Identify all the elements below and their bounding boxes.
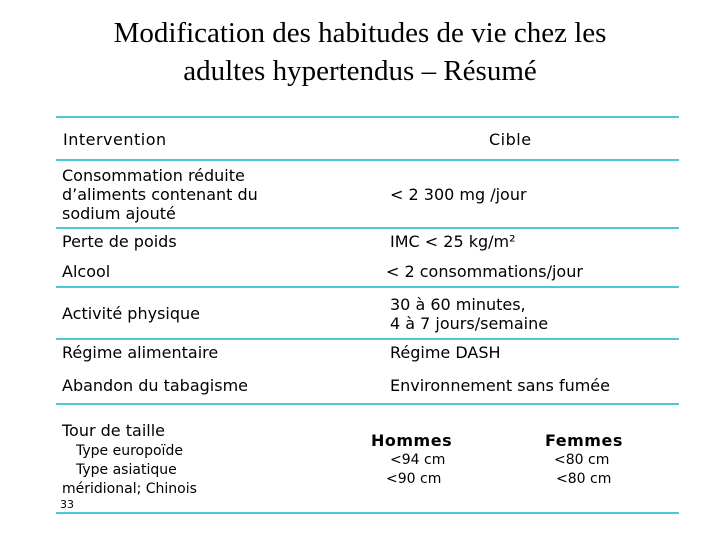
row-intervention: Activité physique [62, 304, 200, 323]
row-intervention-line: sodium ajouté [62, 204, 176, 223]
row-target: Environnement sans fumée [390, 376, 610, 395]
waist-type: méridional; Chinois [62, 481, 197, 497]
column-header-intervention: Intervention [63, 130, 167, 149]
row-target: < 2 300 mg /jour [390, 185, 527, 204]
waist-women-value: <80 cm [556, 471, 612, 487]
waist-women-value: <80 cm [554, 452, 610, 468]
row-intervention: Abandon du tabagisme [62, 376, 249, 395]
row-intervention: Régime alimentaire [62, 343, 219, 362]
row-rule [56, 286, 679, 288]
row-target-line: 4 à 7 jours/semaine [390, 314, 549, 333]
waist-type: Type europoïde [76, 443, 183, 459]
row-target: < 2 consommations/jour [386, 262, 583, 281]
waist-men-header: Hommes [371, 431, 453, 450]
title-line-2: adultes hypertendus – Résumé [183, 55, 537, 87]
waist-label: Tour de taille [62, 421, 165, 440]
table-top-rule [56, 116, 679, 118]
row-intervention: Alcool [62, 262, 111, 281]
row-target-line: 30 à 60 minutes, [390, 295, 526, 314]
slide-title [0, 14, 720, 90]
title-line-1: Modification des habitudes de vie chez les [113, 17, 607, 49]
column-header-cible: Cible [489, 130, 532, 149]
waist-men-value: <90 cm [386, 471, 442, 487]
row-rule [56, 403, 679, 405]
table-bottom-rule [56, 512, 679, 514]
waist-women-header: Femmes [545, 431, 623, 450]
row-intervention-line: Consommation réduite [62, 166, 245, 185]
row-rule [56, 338, 679, 340]
row-intervention: Perte de poids [62, 232, 177, 251]
row-target: IMC < 25 kg/m² [390, 232, 516, 251]
row-rule [56, 227, 679, 229]
row-target: Régime DASH [390, 343, 501, 362]
waist-type: Type asiatique [76, 462, 177, 478]
header-rule [56, 159, 679, 161]
row-intervention-line: d’aliments contenant du [62, 185, 258, 204]
page-number: 33 [60, 498, 74, 511]
waist-men-value: <94 cm [390, 452, 446, 468]
